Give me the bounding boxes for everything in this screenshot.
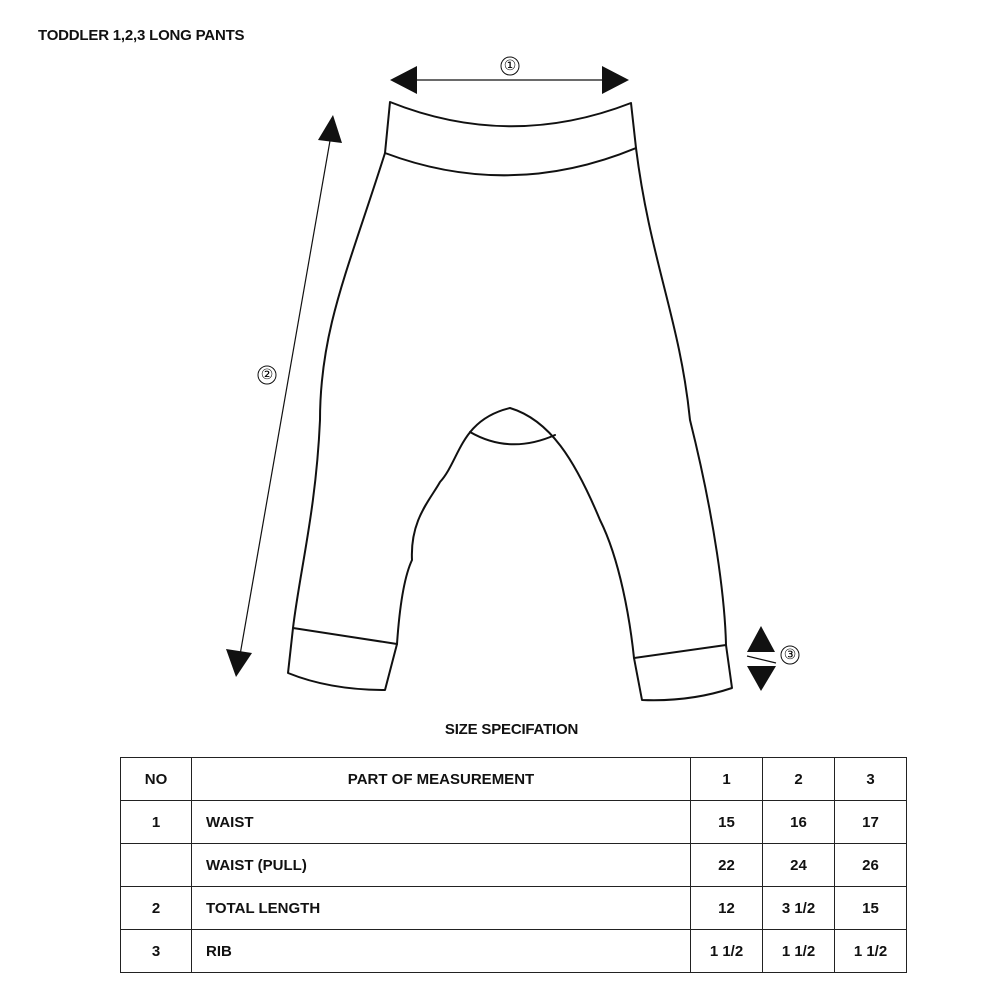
- table-row: [121, 844, 907, 887]
- cell-size-3: 26: [835, 844, 907, 887]
- cell-part: WAIST: [192, 801, 691, 844]
- cell-size-1: 1 1/2: [691, 930, 763, 973]
- right-leg-outline: [636, 148, 726, 645]
- table-row: [121, 887, 907, 930]
- header-part: PART OF MEASUREMENT: [192, 758, 691, 801]
- cell-size-2: 24: [763, 844, 835, 887]
- cell-part: TOTAL LENGTH: [192, 887, 691, 930]
- top-arrowhead: [318, 115, 342, 143]
- cell-size-1: 15: [691, 801, 763, 844]
- page-title: TODDLER 1,2,3 LONG PANTS: [38, 27, 245, 44]
- marker-1: ①: [503, 58, 517, 74]
- cell-size-1: 12: [691, 887, 763, 930]
- table-row: [121, 930, 907, 973]
- waistband: [385, 102, 636, 175]
- cell-no: 1: [121, 801, 192, 844]
- cell-part: WAIST (PULL): [192, 844, 691, 887]
- cell-size-3: 1 1/2: [835, 930, 907, 973]
- cell-no: 3: [121, 930, 192, 973]
- cell-size-3: 15: [835, 887, 907, 930]
- size-spec-table: [120, 757, 907, 973]
- cell-size-2: 3 1/2: [763, 887, 835, 930]
- header-no: NO: [121, 758, 192, 801]
- total-length-dimension: [226, 115, 342, 677]
- cell-part: RIB: [192, 930, 691, 973]
- right-cuff: [634, 645, 732, 700]
- gusset: [470, 432, 555, 444]
- cell-size-2: 1 1/2: [763, 930, 835, 973]
- header-size-2: 2: [763, 758, 835, 801]
- left-cuff: [288, 628, 397, 690]
- cell-no: [121, 844, 192, 887]
- cell-size-2: 16: [763, 801, 835, 844]
- header-size-1: 1: [691, 758, 763, 801]
- header-size-3: 3: [835, 758, 907, 801]
- cell-size-3: 17: [835, 801, 907, 844]
- rib-dimension: [747, 626, 799, 691]
- spec-title: SIZE SPECIFATION: [444, 721, 579, 738]
- marker-2: ②: [260, 367, 274, 383]
- down-arrowhead: [747, 666, 776, 691]
- right-arrowhead: [602, 66, 629, 94]
- waist-width-dimension: [390, 57, 629, 94]
- cell-no: 2: [121, 887, 192, 930]
- table-header-row: [121, 758, 907, 801]
- left-arrowhead: [390, 66, 417, 94]
- left-leg-outline: [293, 153, 385, 628]
- table-row: [121, 801, 907, 844]
- inner-leg-line: [397, 408, 634, 658]
- marker-3: ③: [783, 647, 797, 663]
- cell-size-1: 22: [691, 844, 763, 887]
- bottom-arrowhead: [226, 649, 252, 677]
- up-arrowhead: [747, 626, 775, 652]
